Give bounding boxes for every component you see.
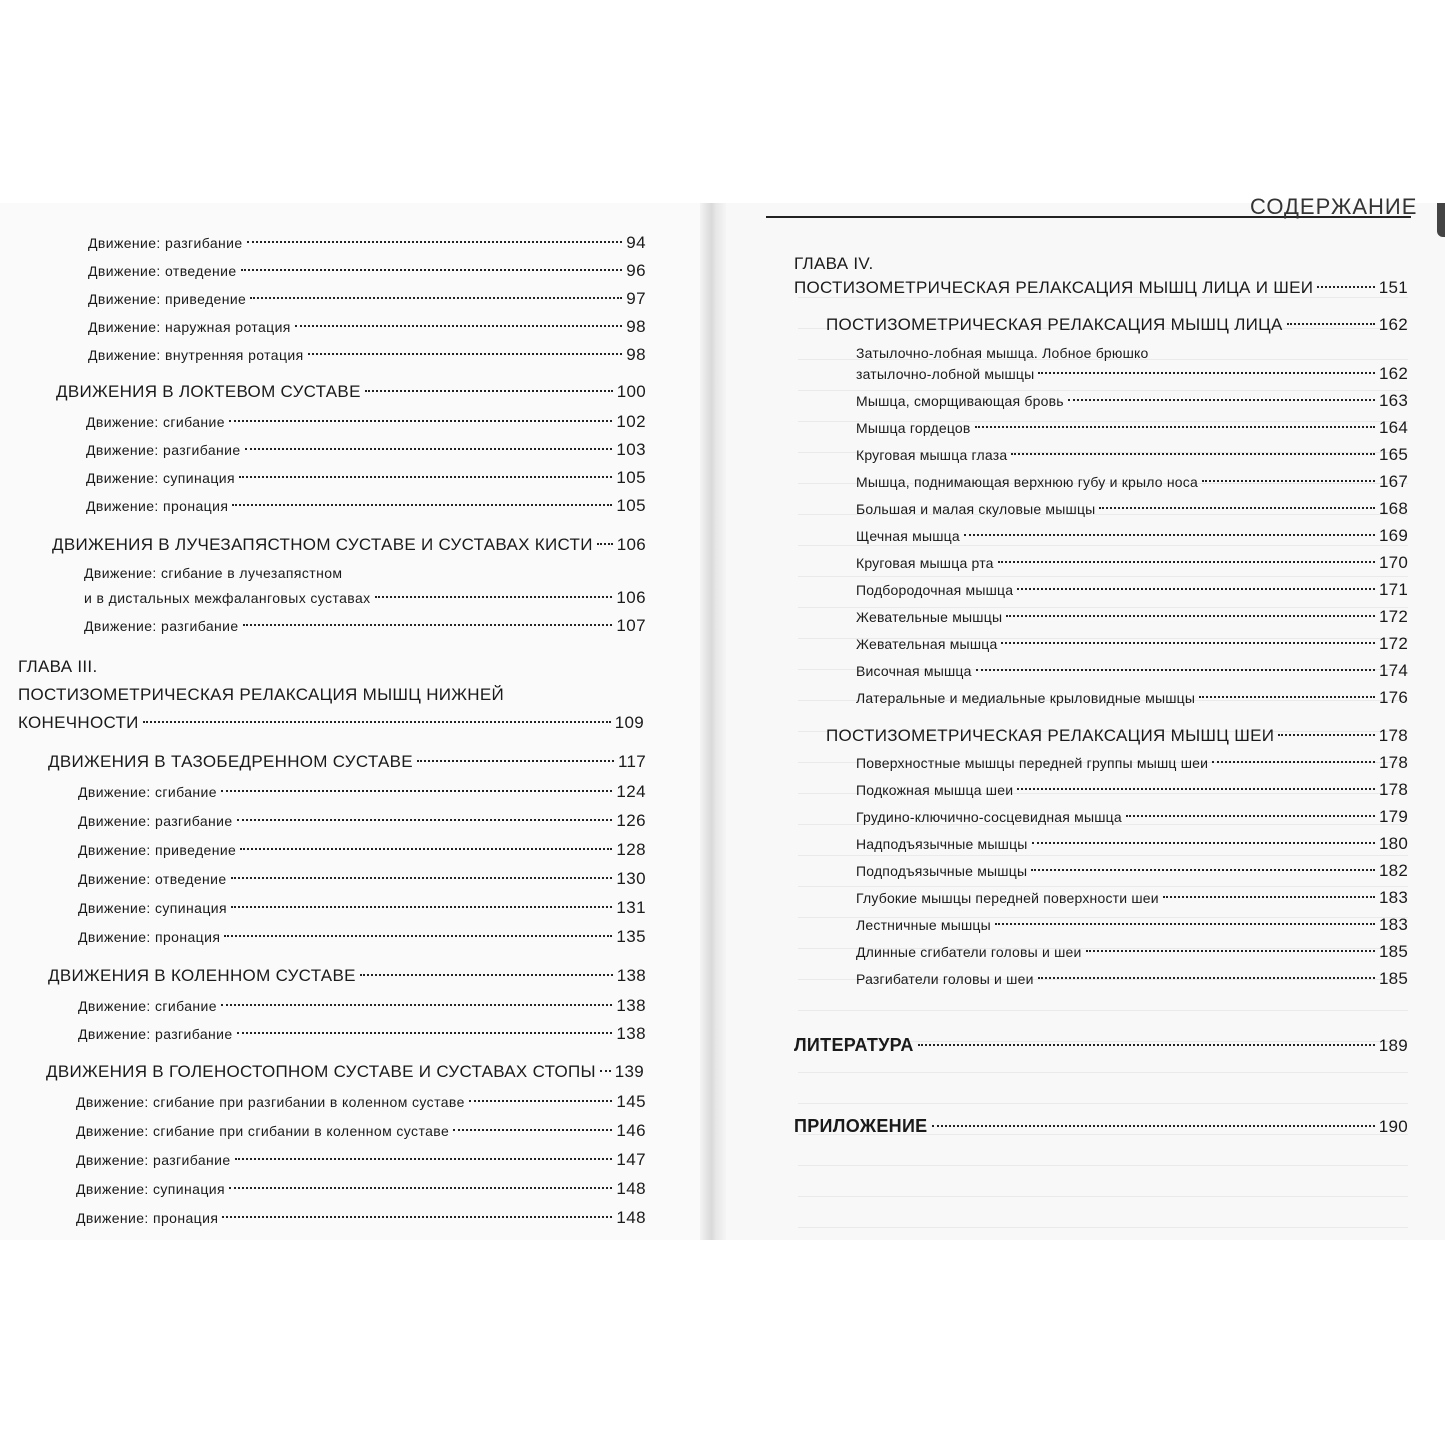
toc-entry-title: Височная мышца: [856, 663, 972, 679]
toc-entry-page: 126: [616, 811, 646, 830]
toc-entry[interactable]: [856, 553, 1408, 573]
leader-dots: [1278, 734, 1374, 736]
toc-entry-title: Большая и малая скуловые мышцы: [856, 501, 1096, 517]
leader-dots: [1099, 507, 1375, 509]
toc-entry-page: 98: [626, 317, 646, 336]
toc-entry[interactable]: [856, 969, 1408, 989]
leader-dots: [1068, 399, 1375, 401]
toc-entry[interactable]: [86, 412, 646, 432]
toc-entry-page: 165: [1379, 445, 1408, 464]
toc-entry-page: 180: [1379, 834, 1408, 853]
leader-dots: [417, 760, 614, 762]
toc-entry-title: Движение: супинация: [76, 1181, 225, 1197]
toc-chapter-title: КОНЕЧНОСТИ: [18, 713, 139, 732]
leader-dots: [143, 721, 611, 723]
toc-entry-page: 98: [626, 345, 646, 364]
toc-entry[interactable]: [78, 811, 646, 831]
toc-entry[interactable]: [856, 661, 1408, 681]
toc-entry-page: 148: [616, 1179, 646, 1198]
toc-entry-title: Лестничные мышцы: [856, 917, 991, 933]
toc-appendix-page: 190: [1378, 1117, 1408, 1136]
leader-dots: [229, 420, 612, 422]
toc-entry[interactable]: [856, 607, 1408, 627]
toc-entry-title: Движение: разгибание: [78, 1026, 233, 1042]
toc-entry-page: 171: [1379, 580, 1408, 599]
toc-entry-page: 135: [616, 927, 646, 946]
toc-entry[interactable]: [856, 753, 1408, 773]
leader-dots: [1031, 869, 1375, 871]
leader-dots: [240, 848, 612, 850]
toc-entry-title: и в дистальных межфаланговых суставах: [84, 590, 371, 606]
toc-entry-page: 96: [626, 261, 646, 280]
toc-entry-page: 172: [1379, 607, 1408, 626]
toc-entry[interactable]: [856, 580, 1408, 600]
toc-section-page: 106: [616, 535, 646, 554]
toc-entry-title: Глубокие мышцы передней поверхности шеи: [856, 890, 1159, 906]
leader-dots: [1317, 286, 1374, 288]
leader-dots: [1038, 372, 1375, 374]
leader-dots: [245, 448, 613, 450]
toc-entry-page: 164: [1379, 418, 1408, 437]
toc-entry-title: Движение: сгибание: [78, 998, 217, 1014]
toc-entry[interactable]: [76, 1150, 646, 1170]
toc-section-title: ПОСТИЗОМЕТРИЧЕСКАЯ РЕЛАКСАЦИЯ МЫШЦ ШЕИ: [826, 726, 1275, 745]
toc-entry-page: 145: [616, 1092, 646, 1111]
toc-entry-page: 131: [616, 898, 646, 917]
toc-section-wrist[interactable]: [52, 535, 646, 555]
toc-entry[interactable]: [856, 472, 1408, 492]
toc-section-page: 162: [1378, 315, 1408, 334]
toc-entry-page: 172: [1379, 634, 1408, 653]
toc-entry-title: Движение: разгибание: [76, 1152, 231, 1168]
toc-entry-page: 178: [1379, 753, 1408, 772]
toc-entry[interactable]: [856, 888, 1408, 908]
toc-entry[interactable]: [86, 440, 646, 460]
toc-entry-title: Латеральные и медиальные крыловидные мышцы: [856, 690, 1196, 706]
leader-dots: [360, 974, 613, 976]
toc-entry-title: Щечная мышца: [856, 528, 960, 544]
leader-dots: [1212, 761, 1375, 763]
toc-entry-title: Движение: приведение: [88, 291, 247, 307]
chapter-title-line: ПОСТИЗОМЕТРИЧЕСКАЯ РЕЛАКСАЦИЯ МЫШЦ НИЖНЕЙ: [18, 685, 505, 704]
leader-dots: [998, 561, 1375, 563]
toc-entry-page: 102: [616, 412, 646, 431]
toc-entry[interactable]: [78, 898, 646, 918]
toc-section-ankle[interactable]: [46, 1062, 644, 1082]
toc-section-face[interactable]: [826, 315, 1408, 335]
toc-entry-page: 182: [1379, 861, 1408, 880]
leader-dots: [235, 1158, 613, 1160]
toc-entry[interactable]: [84, 616, 646, 636]
leader-dots: [229, 1187, 612, 1189]
toc-entry-page: 94: [626, 233, 646, 252]
leader-dots: [1001, 642, 1375, 644]
toc-entry-page: 183: [1379, 888, 1408, 907]
toc-entry-line: Затылочно-лобная мышца. Лобное брюшко: [856, 345, 1149, 361]
toc-section-neck[interactable]: [826, 726, 1408, 746]
toc-entry-title: Движение: внутренняя ротация: [88, 347, 304, 363]
toc-entry-title: Движение: разгибание: [88, 235, 243, 251]
toc-entry[interactable]: [76, 1092, 646, 1112]
toc-entry[interactable]: [88, 317, 646, 337]
leader-dots: [932, 1125, 1375, 1127]
toc-section-title: ПОСТИЗОМЕТРИЧЕСКАЯ РЕЛАКСАЦИЯ МЫШЦ ЛИЦА: [826, 315, 1283, 334]
toc-entry[interactable]: [856, 942, 1408, 962]
toc-entry-page: 105: [616, 468, 646, 487]
toc-entry-page: 107: [616, 616, 646, 635]
leader-dots: [1032, 842, 1375, 844]
book-gutter: [700, 203, 726, 1240]
toc-entry-title: Жевательные мышцы: [856, 609, 1003, 625]
toc-entry-title: Движение: пронация: [76, 1210, 219, 1226]
toc-entry[interactable]: [856, 807, 1408, 827]
toc-entry[interactable]: [856, 445, 1408, 465]
toc-appendix[interactable]: [794, 1116, 1408, 1137]
toc-entry-title: Длинные сгибатели головы и шеи: [856, 944, 1082, 960]
toc-chapter-3[interactable]: [18, 713, 644, 733]
toc-entry[interactable]: [856, 634, 1408, 654]
show-through-text: [798, 270, 1408, 1230]
toc-section-title: ДВИЖЕНИЯ В ГОЛЕНОСТОПНОМ СУСТАВЕ И СУСТАВАХ СТОПЫ: [46, 1062, 596, 1081]
leader-dots: [918, 1044, 1375, 1046]
toc-entry-title: затылочно-лобной мышцы: [856, 366, 1035, 382]
toc-entry-page: 138: [616, 1024, 646, 1043]
toc-entry-page: 168: [1379, 499, 1408, 518]
leader-dots: [237, 819, 613, 821]
toc-entry-title: Круговая мышца рта: [856, 555, 994, 571]
toc-entry-page: 174: [1379, 661, 1408, 680]
toc-entry-title: Подподъязычные мышцы: [856, 863, 1028, 879]
toc-entry[interactable]: [856, 915, 1408, 935]
toc-entry[interactable]: [856, 526, 1408, 546]
leader-dots: [241, 269, 623, 271]
toc-entry-title: Грудино-ключично-сосцевидная мышца: [856, 809, 1122, 825]
leader-dots: [453, 1129, 612, 1131]
toc-entry[interactable]: [76, 1179, 646, 1199]
chapter-label: ГЛАВА IV.: [794, 254, 874, 273]
toc-entry[interactable]: [856, 780, 1408, 800]
toc-entry-title: Движение: отведение: [78, 871, 227, 887]
toc-section-page: 138: [616, 966, 646, 985]
toc-entry-page: 124: [616, 782, 646, 801]
leader-dots: [222, 1216, 612, 1218]
toc-section-title: ДВИЖЕНИЯ В ТАЗОБЕДРЕННОМ СУСТАВЕ: [48, 752, 413, 771]
leader-dots: [1017, 788, 1375, 790]
toc-literature-page: 189: [1378, 1036, 1408, 1055]
toc-entry-title: Движение: отведение: [88, 263, 237, 279]
toc-entry-title: Движение: наружная ротация: [88, 319, 291, 335]
toc-entry-title: Движение: разгибание: [84, 618, 239, 634]
toc-entry[interactable]: [856, 861, 1408, 881]
toc-entry[interactable]: [78, 782, 646, 802]
toc-entry-page: 176: [1379, 688, 1408, 707]
leader-dots: [221, 790, 612, 792]
toc-entry-title: Мышца, поднимающая верхнюю губу и крыло носа: [856, 474, 1198, 490]
toc-entry-title: Движение: супинация: [78, 900, 227, 916]
toc-appendix-title: ПРИЛОЖЕНИЕ: [794, 1116, 928, 1136]
leader-dots: [1163, 896, 1375, 898]
toc-section-title: ДВИЖЕНИЯ В КОЛЕННОМ СУСТАВЕ: [48, 966, 356, 985]
page-tab-marker: [1437, 203, 1445, 237]
toc-entry-page: 106: [616, 588, 646, 607]
leader-dots: [239, 476, 612, 478]
toc-entry[interactable]: [78, 840, 646, 860]
toc-entry[interactable]: [84, 588, 646, 608]
chapter-label: ГЛАВА III.: [18, 657, 98, 676]
toc-entry-title: Круговая мышца глаза: [856, 447, 1008, 463]
toc-chapter-page: 109: [614, 713, 644, 732]
leader-dots: [1011, 453, 1375, 455]
leader-dots: [232, 504, 612, 506]
toc-entry-page: 128: [616, 840, 646, 859]
toc-entry-page: 178: [1379, 780, 1408, 799]
leader-dots: [375, 596, 613, 598]
toc-entry[interactable]: [78, 1024, 646, 1044]
leader-dots: [1287, 323, 1375, 325]
toc-entry-title: Движение: сгибание: [78, 784, 217, 800]
toc-section-elbow[interactable]: [56, 382, 646, 402]
toc-entry-title: Жевательная мышца: [856, 636, 998, 652]
leader-dots: [365, 390, 613, 392]
toc-entry[interactable]: [856, 364, 1408, 384]
toc-entry-title: Надподъязычные мышцы: [856, 836, 1028, 852]
toc-entry[interactable]: [88, 345, 646, 365]
toc-entry-page: 162: [1379, 364, 1408, 383]
leader-dots: [964, 534, 1375, 536]
leader-dots: [1038, 977, 1375, 979]
toc-chapter-title: ПОСТИЗОМЕТРИЧЕСКАЯ РЕЛАКСАЦИЯ МЫШЦ ЛИЦА И ШЕИ: [794, 278, 1314, 297]
leader-dots: [1202, 480, 1375, 482]
leader-dots: [250, 297, 622, 299]
toc-entry-page: 183: [1379, 915, 1408, 934]
toc-entry[interactable]: [78, 869, 646, 889]
toc-entry-title: Движение: пронация: [86, 498, 229, 514]
toc-entry-page: 169: [1379, 526, 1408, 545]
toc-entry-line: Движение: сгибание в лучезапястном: [84, 565, 343, 581]
toc-entry-page: 103: [616, 440, 646, 459]
leader-dots: [224, 935, 612, 937]
toc-section-hip[interactable]: [48, 752, 646, 772]
toc-entry-title: Движение: приведение: [78, 842, 237, 858]
leader-dots: [231, 877, 613, 879]
toc-entry[interactable]: [856, 688, 1408, 708]
leader-dots: [597, 543, 613, 545]
leader-dots: [975, 426, 1375, 428]
leader-dots: [221, 1004, 612, 1006]
toc-entry-title: Движение: разгибание: [78, 813, 233, 829]
toc-entry-title: Мышца, сморщивающая бровь: [856, 393, 1064, 409]
leader-dots: [600, 1070, 611, 1072]
toc-entry-page: 185: [1379, 942, 1408, 961]
toc-entry-page: 170: [1379, 553, 1408, 572]
toc-section-page: 178: [1378, 726, 1408, 745]
toc-chapter-page: 151: [1378, 278, 1408, 297]
leader-dots: [295, 325, 622, 327]
toc-entry-page: 105: [616, 496, 646, 515]
leader-dots: [243, 624, 613, 626]
toc-entry-page: 130: [616, 869, 646, 888]
toc-entry[interactable]: [78, 996, 646, 1016]
leader-dots: [308, 353, 623, 355]
toc-entry-title: Движение: пронация: [78, 929, 221, 945]
toc-section-knee[interactable]: [48, 966, 646, 986]
leader-dots: [995, 923, 1375, 925]
toc-literature[interactable]: [794, 1035, 1408, 1056]
toc-entry-page: 148: [616, 1208, 646, 1227]
toc-entry-title: Подкожная мышца шеи: [856, 782, 1014, 798]
leader-dots: [976, 669, 1375, 671]
toc-entry[interactable]: [856, 834, 1408, 854]
toc-entry-title: Поверхностные мышцы передней группы мышц шеи: [856, 755, 1209, 771]
toc-entry-page: 147: [616, 1150, 646, 1169]
toc-entry-title: Движение: сгибание при разгибании в коленном суставе: [76, 1094, 465, 1110]
toc-entry[interactable]: [86, 468, 646, 488]
toc-entry-title: Подбородочная мышца: [856, 582, 1014, 598]
toc-entry-page: 185: [1379, 969, 1408, 988]
toc-literature-title: ЛИТЕРАТУРА: [794, 1035, 914, 1055]
toc-chapter-4[interactable]: [794, 278, 1408, 298]
toc-section-page: 139: [614, 1062, 644, 1081]
leader-dots: [247, 241, 623, 243]
toc-entry[interactable]: [88, 233, 646, 253]
toc-entry-title: Движение: сгибание: [86, 414, 225, 430]
toc-entry[interactable]: [856, 418, 1408, 438]
running-header: СОДЕРЖАНИЕ: [1250, 194, 1418, 219]
leader-dots: [1199, 696, 1375, 698]
toc-entry-page: 163: [1379, 391, 1408, 410]
toc-section-title: ДВИЖЕНИЯ В ЛОКТЕВОМ СУСТАВЕ: [56, 382, 361, 401]
toc-entry-title: Движение: супинация: [86, 470, 235, 486]
toc-entry[interactable]: [88, 261, 646, 281]
toc-entry-page: 179: [1379, 807, 1408, 826]
leader-dots: [1126, 815, 1375, 817]
toc-entry-page: 146: [616, 1121, 646, 1140]
leader-dots: [231, 906, 612, 908]
toc-entry[interactable]: [76, 1121, 646, 1141]
leader-dots: [1017, 588, 1375, 590]
toc-entry[interactable]: [856, 391, 1408, 411]
leader-dots: [469, 1100, 613, 1102]
toc-entry[interactable]: [88, 289, 646, 309]
leader-dots: [237, 1032, 613, 1034]
toc-entry[interactable]: [78, 927, 646, 947]
toc-entry-title: Разгибатели головы и шеи: [856, 971, 1034, 987]
toc-entry[interactable]: [856, 499, 1408, 519]
toc-entry-page: 138: [616, 996, 646, 1015]
toc-entry-page: 97: [626, 289, 646, 308]
toc-entry-title: Движение: разгибание: [86, 442, 241, 458]
toc-entry[interactable]: [76, 1208, 646, 1228]
toc-entry-page: 167: [1379, 472, 1408, 491]
leader-dots: [1086, 950, 1375, 952]
toc-section-title: ДВИЖЕНИЯ В ЛУЧЕЗАПЯСТНОМ СУСТАВЕ И СУСТАВАХ КИСТИ: [52, 535, 593, 554]
toc-section-page: 117: [617, 752, 646, 771]
toc-entry-title: Мышца гордецов: [856, 420, 971, 436]
toc-section-page: 100: [616, 382, 646, 401]
toc-entry-title: Движение: сгибание при сгибании в коленном суставе: [76, 1123, 450, 1139]
toc-entry[interactable]: [86, 496, 646, 516]
leader-dots: [1006, 615, 1375, 617]
